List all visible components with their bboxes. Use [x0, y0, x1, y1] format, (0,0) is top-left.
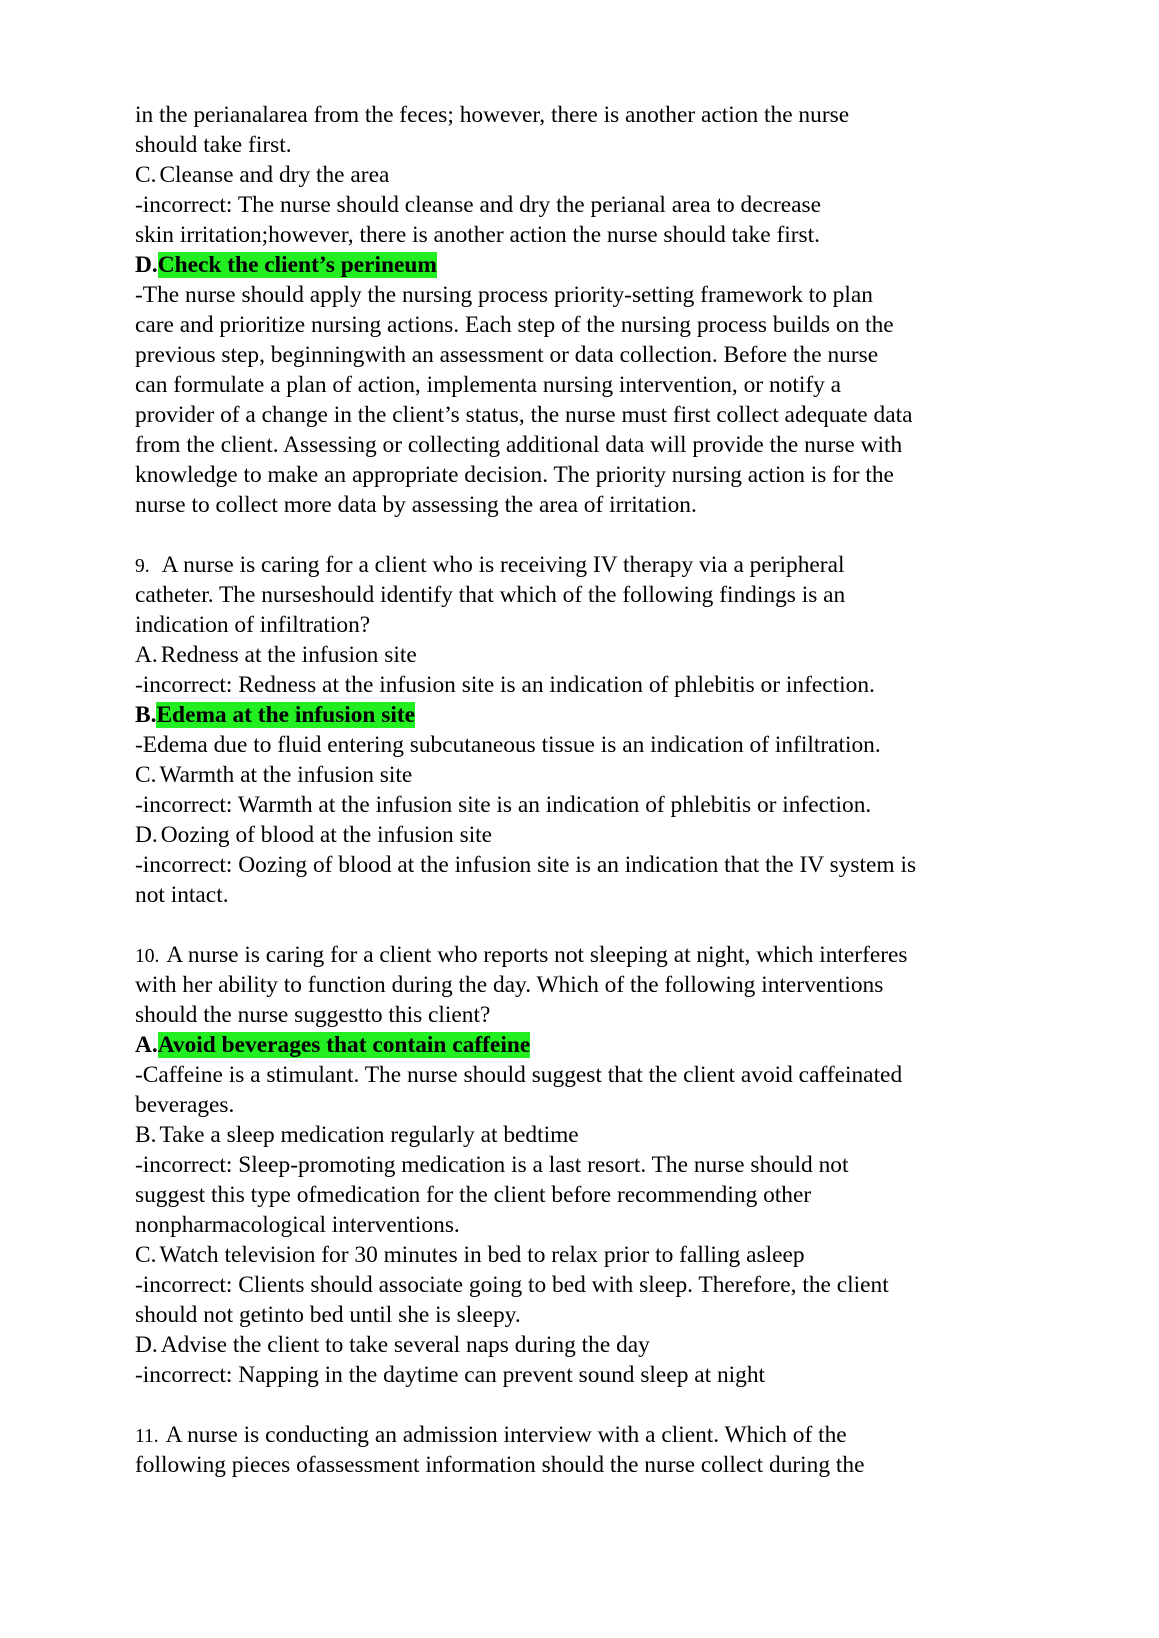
- question-number: 11.: [135, 1426, 159, 1447]
- rationale-line: suggest this type ofmedication for the client before recommending other: [135, 1182, 812, 1208]
- option-a-correct: [135, 1030, 1125, 1060]
- rationale-line: -incorrect: Warmth at the infusion site is an indication of phlebitis or infection.: [135, 792, 872, 818]
- option-b-correct: [135, 700, 1125, 730]
- rationale-line: can formulate a plan of action, implementa nursing intervention, or notify a: [135, 372, 842, 398]
- correct-answer-highlight: Check the client’s perineum: [157, 252, 437, 278]
- correct-answer-highlight: Avoid beverages that contain caffeine: [157, 1032, 531, 1058]
- question-10-stem: [135, 940, 1125, 970]
- stem-line: should the nurse suggestto this client?: [135, 1002, 491, 1028]
- stem-line: should take first.: [135, 132, 292, 158]
- option-label: C.: [135, 162, 157, 188]
- option-label: D.: [135, 822, 158, 848]
- option-label: A.: [135, 642, 158, 668]
- option-text: Redness at the infusion site: [160, 642, 417, 668]
- option-d: [135, 820, 1125, 850]
- question-number: 10.: [135, 946, 160, 967]
- rationale-line: skin irritation;however, there is another action the nurse should take first.: [135, 222, 820, 248]
- option-a: [135, 640, 1125, 670]
- stem-text: A nurse is caring for a client who is receiving IV therapy via a peripheral: [161, 552, 845, 578]
- option-text: Cleanse and dry the area: [159, 162, 390, 188]
- question-11-stem: [135, 1420, 1125, 1450]
- option-c: [135, 1240, 1125, 1270]
- option-c: [135, 760, 1125, 790]
- option-text: Oozing of blood at the infusion site: [160, 822, 493, 848]
- option-label: B.: [135, 1122, 157, 1148]
- option-label: B.: [135, 702, 157, 728]
- rationale-line: -Edema due to fluid entering subcutaneous tissue is an indication of infiltration.: [135, 732, 881, 758]
- rationale-line: -incorrect: Redness at the infusion site is an indication of phlebitis or infection.: [135, 672, 875, 698]
- correct-answer-highlight: Edema at the infusion site: [156, 702, 416, 728]
- option-text: Watch television for 30 minutes in bed to relax prior to falling asleep: [159, 1242, 805, 1268]
- stem-line: in the perianalarea from the feces; however, there is another action the nurse: [135, 102, 850, 128]
- stem-text: A nurse is caring for a client who reports not sleeping at night, which interferes: [166, 942, 908, 968]
- option-label: C.: [135, 762, 157, 788]
- rationale-line: knowledge to make an appropriate decision. The priority nursing action is for the: [135, 462, 894, 488]
- option-text: Advise the client to take several naps during the day: [160, 1332, 650, 1358]
- option-d: [135, 1330, 1125, 1360]
- option-text: Take a sleep medication regularly at bedtime: [159, 1122, 579, 1148]
- stem-line: following pieces ofassessment information should the nurse collect during the: [135, 1452, 865, 1478]
- question-9-stem: [135, 550, 1125, 580]
- question-number: 9.: [135, 556, 150, 577]
- paragraph-spacer: [135, 910, 1125, 940]
- rationale-line: nonpharmacological interventions.: [135, 1212, 460, 1238]
- option-label: C.: [135, 1242, 157, 1268]
- rationale-line: previous step, beginningwith an assessment or data collection. Before the nurse: [135, 342, 879, 368]
- stem-line: with her ability to function during the day. Which of the following interventions: [135, 972, 884, 998]
- rationale-line: care and prioritize nursing actions. Each step of the nursing process builds on the: [135, 312, 894, 338]
- rationale-line: -incorrect: Sleep-promoting medication is a last resort. The nurse should not: [135, 1152, 849, 1178]
- rationale-line: provider of a change in the client’s status, the nurse must first collect adequate data: [135, 402, 913, 428]
- rationale-line: not intact.: [135, 882, 229, 908]
- paragraph-spacer: [135, 520, 1125, 550]
- rationale-line: from the client. Assessing or collecting additional data will provide the nurse with: [135, 432, 903, 458]
- rationale-line: beverages.: [135, 1092, 235, 1118]
- paragraph-spacer: [135, 1390, 1125, 1420]
- option-b: [135, 1120, 1125, 1150]
- option-label: A.: [135, 1032, 158, 1058]
- rationale-line: should not getinto bed until she is sleepy.: [135, 1302, 521, 1328]
- option-label: D.: [135, 252, 158, 278]
- rationale-line: -incorrect: Clients should associate going to bed with sleep. Therefore, the client: [135, 1272, 889, 1298]
- rationale-line: -The nurse should apply the nursing process priority-setting framework to plan: [135, 282, 873, 308]
- stem-line: indication of infiltration?: [135, 612, 371, 638]
- stem-line: catheter. The nurseshould identify that which of the following findings is an: [135, 582, 846, 608]
- option-text: Warmth at the infusion site: [159, 762, 413, 788]
- stem-text: A nurse is conducting an admission interview with a client. Which of the: [165, 1422, 847, 1448]
- option-d-correct: [135, 250, 1125, 280]
- rationale-line: -incorrect: Napping in the daytime can prevent sound sleep at night: [135, 1362, 766, 1388]
- rationale-line: nurse to collect more data by assessing the area of irritation.: [135, 492, 697, 518]
- option-c: [135, 160, 1125, 190]
- rationale-line: -Caffeine is a stimulant. The nurse should suggest that the client avoid caffeinated: [135, 1062, 903, 1088]
- rationale-line: -incorrect: Oozing of blood at the infusion site is an indication that the IV system is: [135, 852, 917, 878]
- document-page: [135, 100, 1125, 1480]
- option-label: D.: [135, 1332, 158, 1358]
- rationale-line: -incorrect: The nurse should cleanse and dry the perianal area to decrease: [135, 192, 822, 218]
